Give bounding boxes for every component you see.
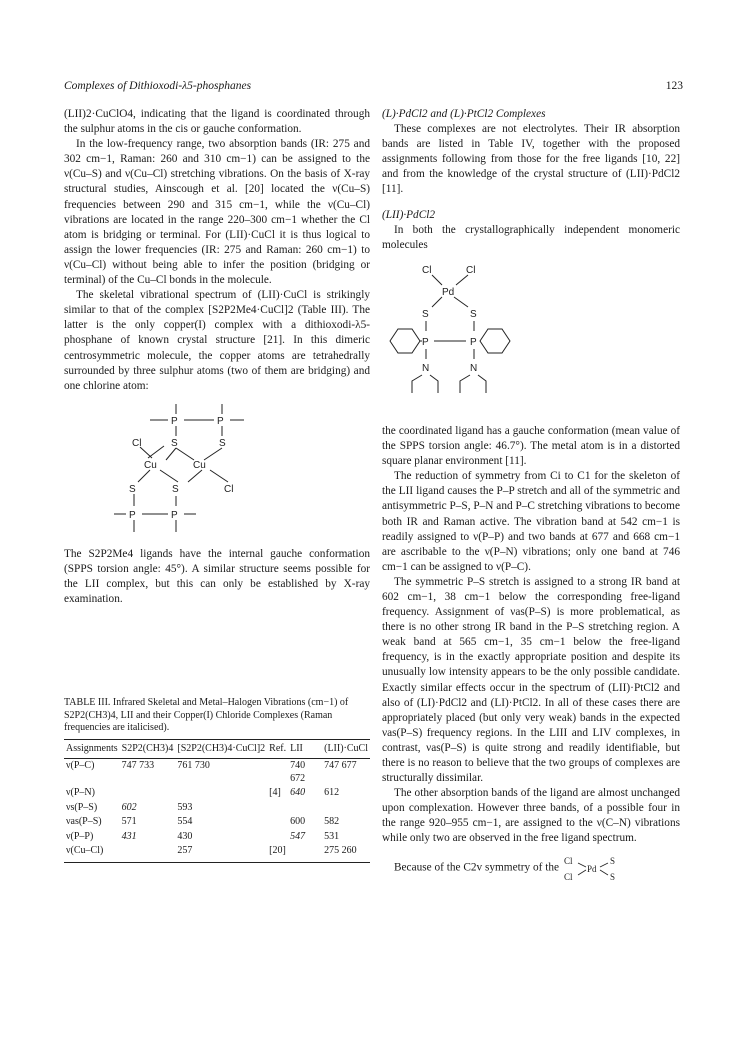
table-row [64,801,370,816]
table-cell: 582 [324,816,340,828]
paragraph: The S2P2Me4 ligands have the internal gauche conformation (SPPS torsion angle: 45°). A similar structure seems possible for the LII complex, but this can only be established by X-ray examination. [64,547,370,606]
column-header: S2P2(CH3)4 [120,739,176,759]
cu-dimer-structure-figure [64,402,370,539]
atom-label: P [129,509,136,521]
atom-label: P [217,415,224,427]
table-cell [120,786,176,801]
atom-label: Cl [224,483,234,495]
atom-label: Cl [563,855,573,866]
table-row [64,844,370,862]
right-column [382,107,680,883]
column-header: LII [288,739,322,759]
table-cell: ν(P–P) [66,830,94,842]
table-cell: 430 [177,830,193,842]
atom-label: P [422,336,429,348]
paragraph [382,853,680,883]
paragraph: The symmetric P–S stretch is assigned to a strong IR band at 602 cm−1, 38 cm−1 below the corresponding free-ligand frequency. Assignment of νas(P–S) is more problematical, as there is no other strong IR band in the P–S stretching region. A weak band at 565 cm−1, 35 cm−1 below the free-ligand frequency, is in the exactly appropriate position and despite its unusually low intensity appears to be the only possible candidate. Exactly similar effects occur in the spectrum of (LII)·PtCl2 and also of (LI)·PdCl2 and (LI)·PtCl2. In all of these cases there are appropriately placed (but only very weak) bands in the expected νas(P–S) frequency regions. In the LIII and LIV complexes, in contrast, νas(P–S) is quite strong and readily identifiable, but there is no reason to believe that the two groups of complexes are structurally dissimilar. [382,575,680,785]
table-cell [267,759,288,787]
table-cell: ν(Cu–Cl) [64,844,120,862]
column-header: Assignments [64,739,120,759]
atom-label: S [422,308,429,320]
paragraph: (LII)2·CuClO4, indicating that the ligand is coordinated through the sulphur atoms in the cis or gauche conformation. [64,108,370,136]
paragraph: The other absorption bands of the ligand are almost unchanged upon complexation. However three bands, of a possible four in the range 920–955 cm−1, are assigned to the ν(C–N) vibrations while only two are observed in the free ligand spectrum. [382,787,680,845]
paragraph: These complexes are not electrolytes. Their IR absorption bands are listed in Table IV, together with the proposed assignments following from those for the free ligands [10, 22] and from the knowledge of the crystal structure of (LII)·PdCl2 [11]. [382,123,680,196]
table-cell: ν(P–C) [66,760,95,772]
table-row [64,815,370,830]
table-cell [267,815,288,830]
section-heading: (L)·PdCl2 and (L)·PtCl2 Complexes [382,108,546,120]
table-cell: 600 [290,816,306,828]
pd-complex-structure-figure [382,261,680,416]
pd-complex-structure-diagram [382,261,680,411]
table-cell: 275 260 [322,844,370,862]
table-cell: 257 [175,844,267,862]
atom-label: Cu [144,459,157,471]
table-cell [322,801,370,816]
table-cell [267,801,288,816]
atom-label: Cl [422,264,432,276]
table-iii [64,739,370,863]
atom-label: N [470,362,478,374]
table-caption: TABLE III. Infrared Skeletal and Metal–Halogen Vibrations (cm−1) of S2P2(CH3)4, LII and their Copper(I) Chloride Complexes (Raman frequencies are italicised). [64,697,349,734]
paragraph: In both the crystallographically independent monomeric molecules [382,223,680,251]
table-cell: 761 730 [177,760,210,772]
table-cell [175,786,267,801]
atom-label: S [470,308,477,320]
column-header: [S2P2(CH3)4·CuCl]2 [175,739,267,759]
paragraph: In the low-frequency range, two absorption bands (IR: 275 and 302 cm−1, Raman: 260 and 310 cm−1) can be assigned to the ν(Cu–S) and ν(Cu–Cl) stretching vibrations. On the basis of X-ray structural studies, Ainscough et al. [20] located the ν(Cu–S) frequencies between 290 and 315 cm−1, while the ν(Cu–Cl) vibrations are located in the range 220–300 cm−1 whether the Cl atom is bridging or terminal. For (LII)·CuCl it is thus logical to assign the lower frequencies (IR: 275 and Raman: 260 cm−1) to ν(Cu–Cl) without being able to infer the position (bridging or terminal) of the Cu–Cl bonds in the molecule. [64,138,370,287]
atom-label: Pd [586,863,597,874]
column-header: Ref. [267,739,288,759]
table-cell: 640 [290,787,306,799]
table-cell: 547 [290,830,306,842]
table-cell: 554 [177,816,193,828]
column-header: (LII)·CuCl [322,739,370,759]
paragraph: The reduction of symmetry from Ci to C1 for the skeleton of the LII ligand causes the P–P stretch and all of the symmetric and antisymmetric P–S, P–N and P–C stretching vibrations to become both IR and Raman active. The vibration band at 542 cm−1 is readily assigned to ν(P–P) and two bands at 677 and 668 cm−1 are ascribable to the ν(P–N) vibrations; only one band at 746 cm−1 can be assigned to ν(P–C). [382,470,680,573]
table-cell [288,844,322,862]
atom-label: P [470,336,477,348]
table-cell: ν(P–N) [66,787,95,799]
page-number: 123 [665,80,683,92]
table-cell: 602 [121,801,137,813]
atom-label: S [609,871,615,882]
cu-dimer-structure-diagram [64,402,370,534]
atom-label: S [172,483,179,495]
table-cell: 740 672 [290,760,306,784]
atom-label: Cu [193,459,206,471]
table-row [64,830,370,845]
paragraph: the coordinated ligand has a gauche conformation (mean value of the SPPS torsion angle: 46.7°). The metal atom is in a distorted square planar environment [11]. [382,424,680,468]
atom-label: P [171,509,178,521]
running-header: Complexes of Dithioxodi-λ5-phosphanes [64,80,252,92]
table-row [64,786,370,801]
table-cell [288,801,322,816]
table-cell [267,830,288,845]
table-cell: [20] [267,844,288,862]
paragraph: The skeletal vibrational spectrum of (LII)·CuCl is strikingly similar to that of the complex [S2P2Me4·CuCl]2 (Table III). The latter is the only copper(I) complex with a dithioxodi-λ5-phosphane of known crystal structure [21]. In this dimeric centrosymmetric molecule, the copper atoms are tetrahedrally surrounded by three sulphur atoms (two of them are bridging) and one chlorine atom: [64,289,370,392]
atom-label: S [609,855,615,866]
atom-label: Pd [442,286,455,298]
table-cell: νs(P–S) [66,801,98,813]
table-cell: 612 [324,787,340,799]
table-cell: 431 [121,830,137,842]
table-cell [120,844,176,862]
table-row [64,759,370,787]
table-cell: 747 733 [121,760,155,772]
atom-label: S [171,437,178,449]
atom-label: P [171,415,178,427]
table-cell: 747 677 [324,760,357,772]
pdcl2s2-fragment [562,853,622,883]
atom-label: Cl [563,871,573,882]
table-cell: 571 [121,816,137,828]
table-cell: νas(P–S) [66,816,102,828]
table-cell: 593 [177,801,193,813]
atom-label: N [422,362,430,374]
atom-label: Cl [132,437,142,449]
table-cell: 531 [324,830,340,842]
subsection-heading: (LII)·PdCl2 [382,208,436,221]
atom-label: S [129,483,136,495]
left-column [64,107,370,863]
atom-label: S [219,437,226,449]
table-cell: [4] [269,787,281,799]
paragraph-text: Because of the C2v symmetry of the [394,861,560,874]
atom-label: Cl [466,264,476,276]
